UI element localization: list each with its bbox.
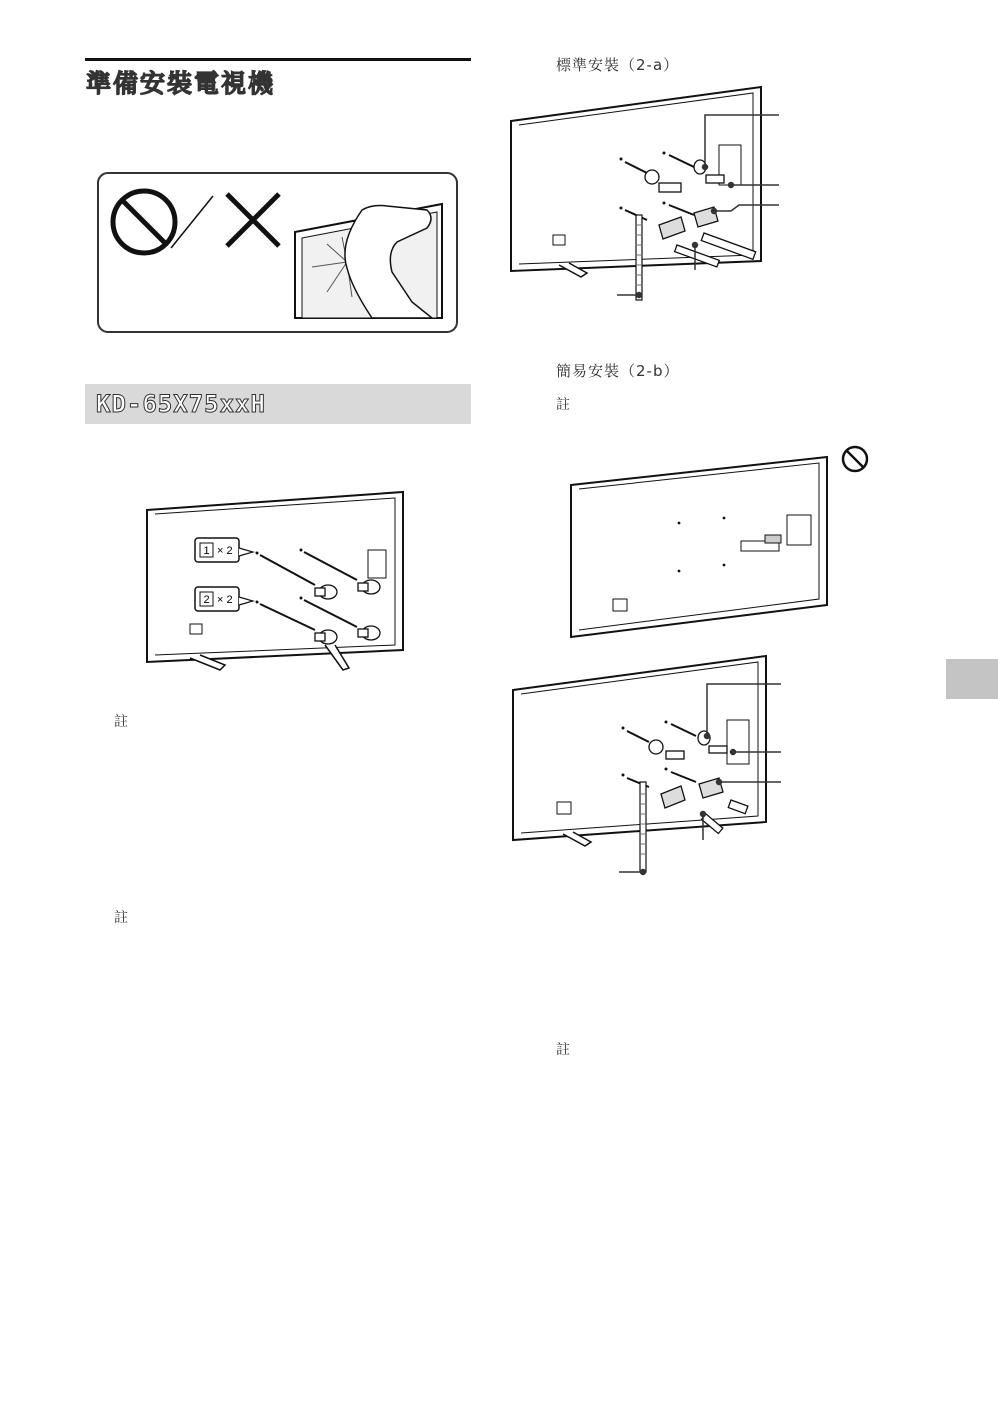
note-label-2: 註 bbox=[114, 910, 128, 926]
simple-install-diagram bbox=[511, 654, 791, 879]
note-label-1: 註 bbox=[114, 714, 128, 730]
note-label-4: 註 bbox=[556, 1042, 570, 1058]
standard-install-diagram bbox=[509, 85, 789, 310]
warning-illustration bbox=[97, 172, 459, 334]
note-label-3: 註 bbox=[556, 397, 570, 413]
model-name: KD-65X75xxH bbox=[96, 390, 266, 418]
section-simple-title: 簡易安裝（2-b） bbox=[556, 362, 680, 380]
tv-rear-diagram bbox=[569, 455, 831, 640]
prohibited-icon-small bbox=[840, 444, 870, 474]
section-standard-title: 標準安裝（2-a） bbox=[556, 56, 680, 74]
side-tab bbox=[946, 659, 998, 699]
callout-1-qty: × 2 bbox=[217, 545, 233, 557]
callout-2-number: 2 bbox=[203, 594, 210, 606]
callout-2-qty: × 2 bbox=[217, 594, 233, 606]
tv-screw-diagram bbox=[145, 490, 410, 680]
callout-1-number: 1 bbox=[203, 545, 210, 557]
heading-rule bbox=[85, 58, 471, 61]
page-title: 準備安裝電視機 bbox=[86, 69, 276, 98]
